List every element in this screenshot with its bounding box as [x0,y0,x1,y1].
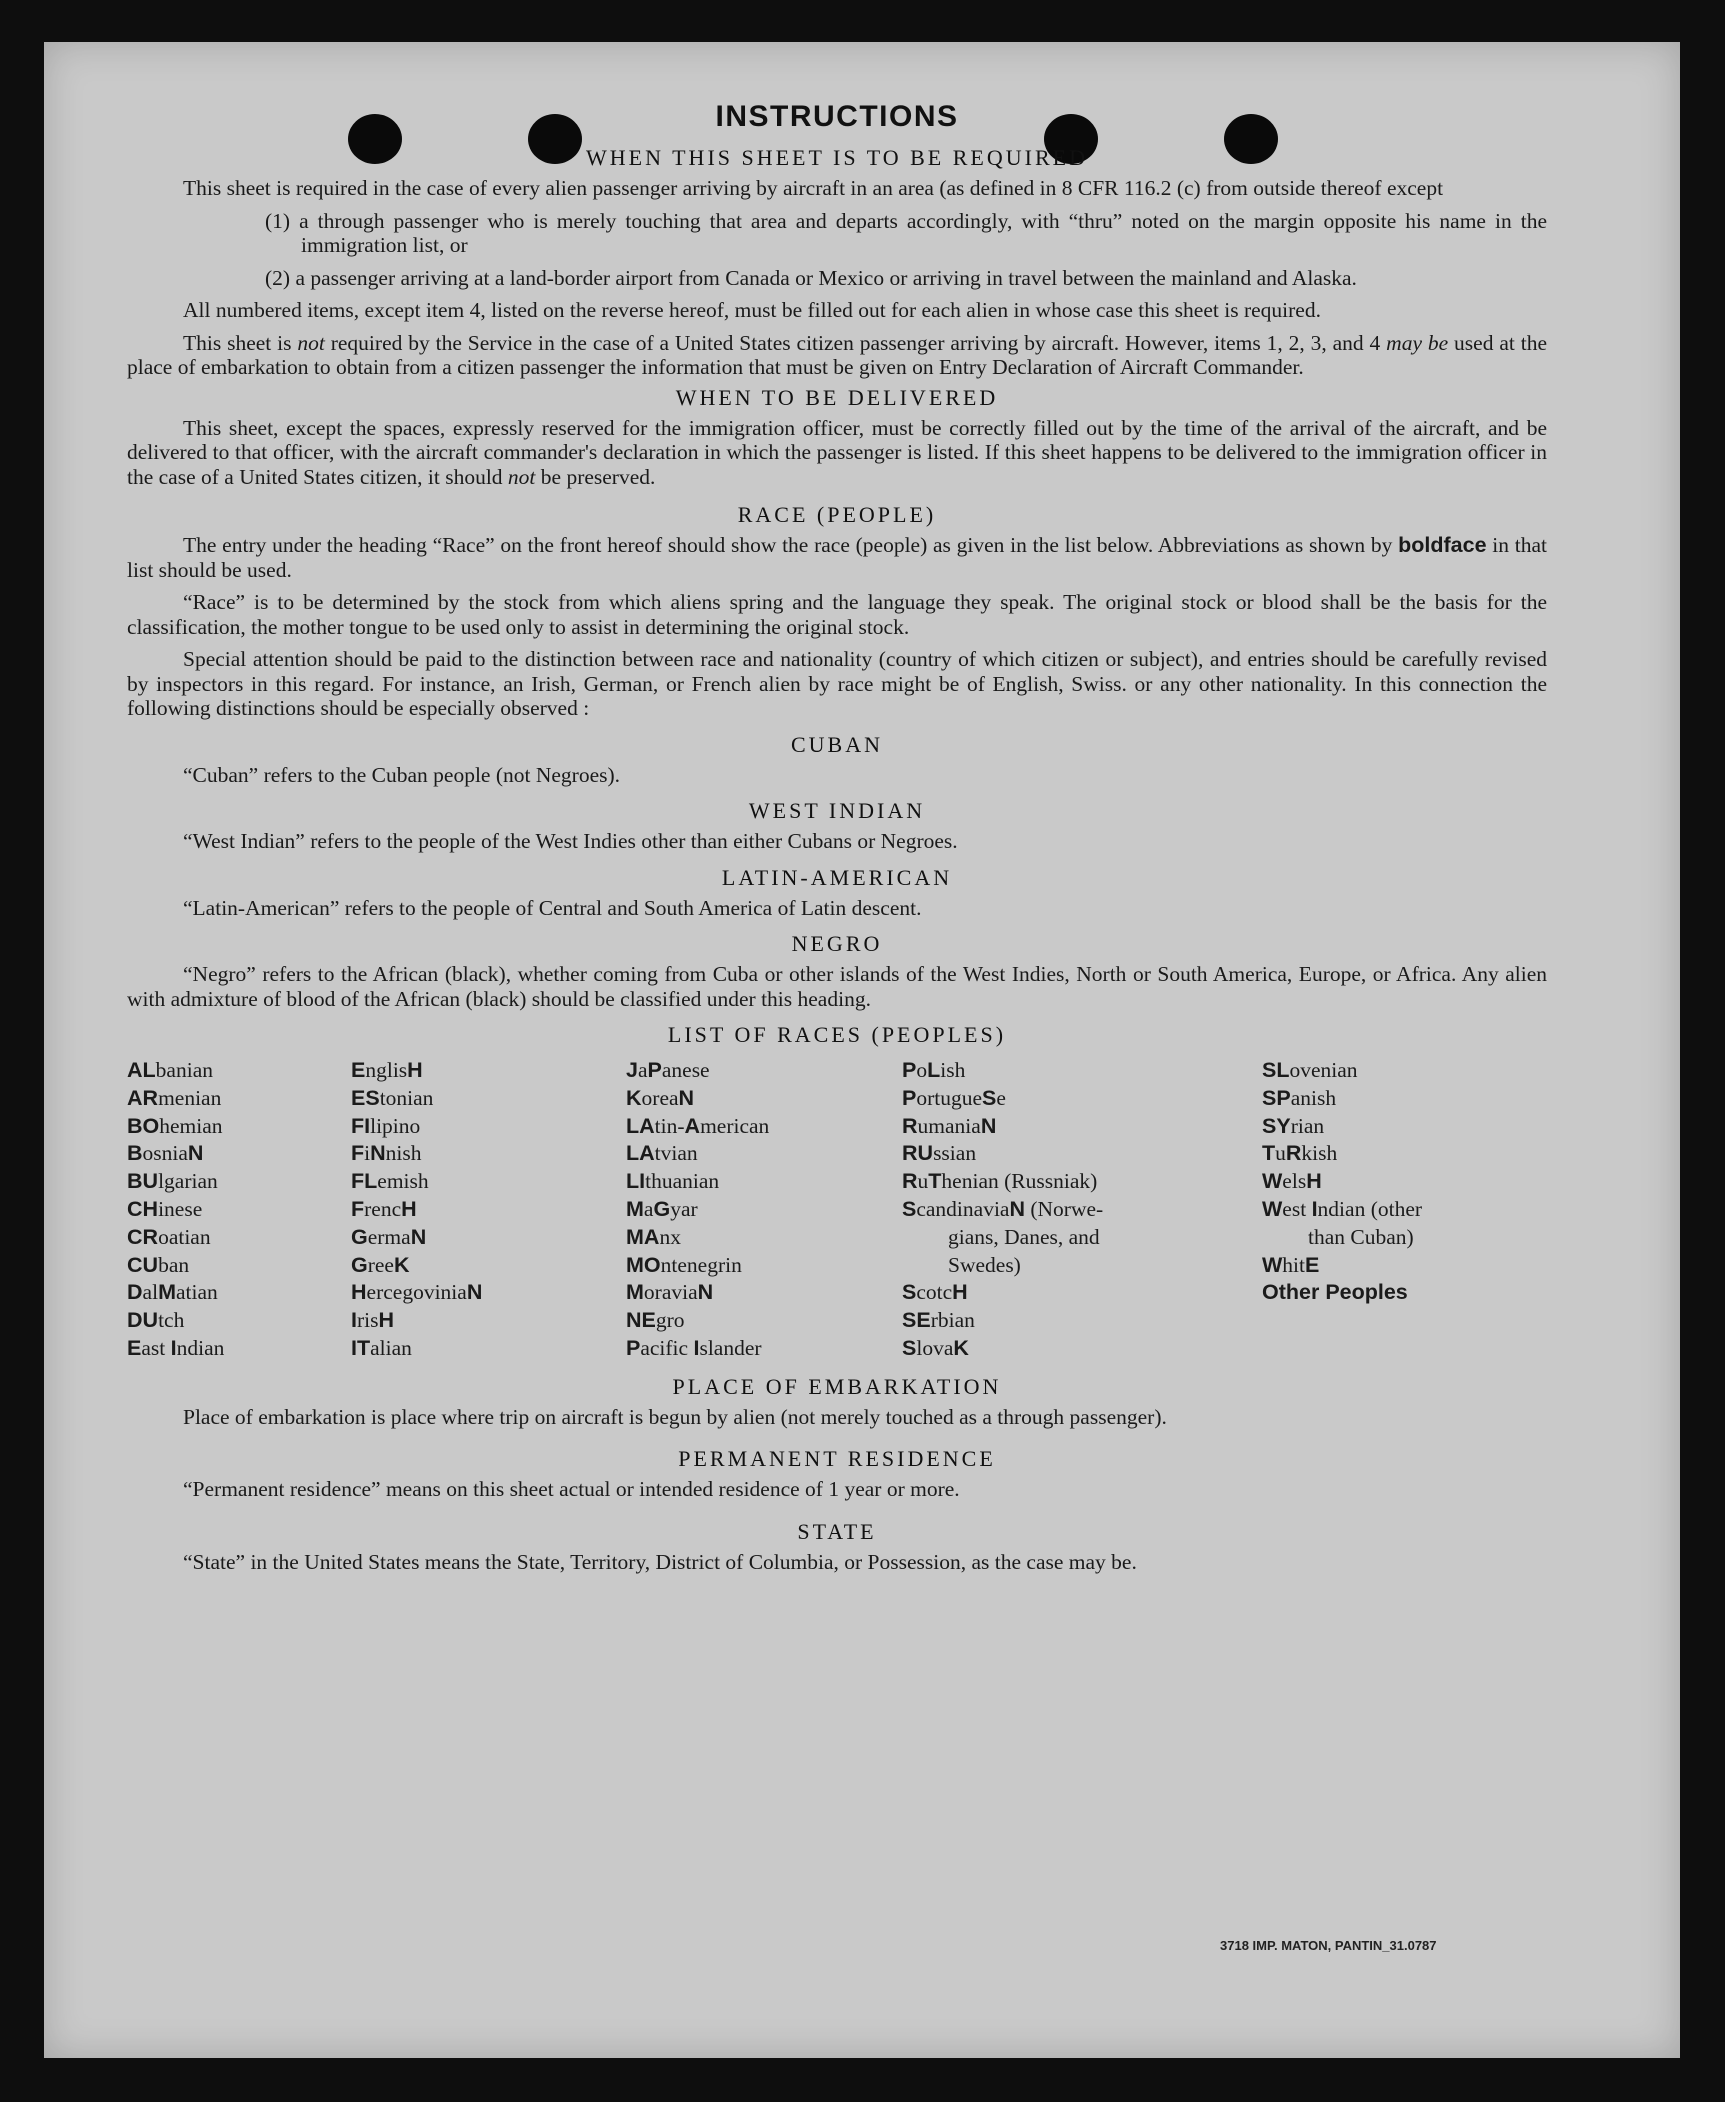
paragraph: The entry under the heading “Race” on the front hereof should show the race (people) as given in the list below. Abbreviations as shown by boldface in that list should be used. [127,533,1548,582]
section-heading: PLACE OF EMBARKATION [672,1373,1002,1399]
exception-list [265,209,1547,291]
race-item: FLemish [351,1169,429,1194]
race-item: PortugueSe [902,1085,1006,1110]
race-item: WhitE [1262,1252,1320,1277]
race-item: SPanish [1262,1085,1337,1110]
race-item: CUban [127,1252,190,1277]
race-column [626,1057,902,1363]
list-item: (1) a through passenger who is merely touching that area and departs accordingly, with “thru” noted on the margin opposite his name in the immigration list, or [265,208,1547,257]
race-item: Other Peoples [1262,1280,1408,1305]
race-item: JaPanese [626,1058,710,1082]
race-item: DUtch [127,1308,185,1333]
section-heading: STATE [797,1518,877,1544]
race-item: MaGyar [626,1196,698,1221]
race-item: LAtin-American [626,1113,770,1138]
paragraph: This sheet is required in the case of every alien passenger arriving by aircraft in an area (as defined in 8 CFR 116.2 (c) from outside thereof except [183,176,1444,200]
section-heading: LIST OF RACES (PEOPLES) [667,1022,1007,1047]
paragraph: Special attention should be paid to the distinction between race and nationality (country of which citizen or subject), and entries should be carefully revised by inspectors in this regard. For instance, an Irish, German, or French alien by race might be of English, Swiss. or any other nationality. In this connection the following distinctions should be especially observed : [127,647,1547,720]
race-item: LIthuanian [626,1169,720,1194]
paragraph: All numbered items, except item 4, listed on the reverse hereof, must be filled out for each alien in whose case this sheet is required. [183,298,1321,322]
page-title: INSTRUCTIONS [715,100,959,133]
list-item: (2) a passenger arriving at a land-border airport from Canada or Mexico or arriving in travel between the mainland and Alaska. [265,265,1357,290]
race-item: EStonian [351,1085,434,1110]
section-heading: WHEN THIS SHEET IS TO BE REQUIRED [586,145,1088,170]
race-item: East Indian [127,1335,225,1360]
race-item: MOntenegrin [626,1252,742,1277]
race-item: FiNnish [351,1141,422,1166]
paragraph: “West Indian” refers to the people of the West Indies other than either Cubans or Negroes. [183,829,958,853]
race-item: SlovaK [902,1335,969,1360]
race-item: CHinese [127,1196,203,1221]
paragraph: “Race” is to be determined by the stock from which aliens spring and the language they speak. The original stock or blood shall be the basis for the classification, the mother tongue to be used only to assist in determining the original stock. [127,590,1547,639]
section-heading: WHEN TO BE DELIVERED [675,384,999,410]
race-item: ARmenian [127,1085,222,1110]
race-item: CRoatian [127,1224,211,1249]
section-heading: LATIN-AMERICAN [721,864,953,890]
print-code: 3718 IMP. MATON, PANTIN_31.0787 [1220,1938,1437,1953]
race-item: BOhemian [127,1113,223,1138]
race-item: SErbian [902,1308,975,1333]
race-column [902,1057,1262,1363]
race-item: SLovenian [1262,1058,1358,1082]
paragraph: This sheet is not required by the Service in the case of a United States citizen passenger arriving by aircraft. However, items 1, 2, 3, and 4 may be used at the place of embarkation to obtain from a citizen passenger the information that must be given on Entry Declaration of Aircraft Commander. [127,330,1547,379]
race-item: KoreaN [626,1085,695,1110]
race-item: TuRkish [1262,1141,1338,1166]
race-item: BosniaN [127,1141,204,1166]
race-item: FrencH [351,1196,417,1221]
race-item: West Indian (other than Cuban) [1262,1196,1423,1249]
race-item: SYrian [1262,1113,1325,1138]
paragraph: “Negro” refers to the African (black), whether coming from Cuba or other islands of the West Indies, North or South America, Europe, or Africa. Any alien with admixture of blood of the African (black) should be classified under this heading. [127,962,1547,1011]
race-item: PoLish [902,1058,966,1082]
race-item: ScotcH [902,1280,968,1305]
paragraph: This sheet, except the spaces, expressly reserved for the immigration officer, must be correctly filled out by the time of the arrival of the aircraft, and be delivered to that officer, with the aircraft commander's declaration in which the passenger is listed. If this sheet happens to be delivered to the immigration officer in the case of a United States citizen, it should not be preserved. [127,415,1547,489]
race-item: WelsH [1262,1169,1322,1194]
race-item: ALbanian [127,1058,213,1082]
paragraph: “Latin-American” refers to the people of Central and South America of Latin descent. [183,895,922,920]
race-item: EnglisH [351,1058,423,1082]
paragraph: “State” in the United States means the State, Territory, District of Columbia, or Possession, as the case may be. [183,1549,1137,1574]
race-item: GreeK [351,1252,410,1277]
race-item: NEgro [626,1308,685,1333]
race-item: GermaN [351,1224,427,1249]
race-item: Pacific Islander [626,1335,762,1360]
race-item: DalMatian [127,1280,218,1305]
race-item: ITalian [351,1335,412,1360]
race-item: MAnx [626,1224,681,1249]
race-column [127,1057,351,1363]
race-item: FIlipino [351,1113,421,1138]
race-item: RUssian [902,1141,977,1166]
section-heading: PERMANENT RESIDENCE [678,1446,996,1472]
race-item: LAtvian [626,1141,698,1166]
race-item: RumaniaN [902,1113,997,1138]
race-column [1262,1057,1547,1363]
instructions-content [127,100,1547,1574]
race-item: RuThenian (Russniak) [902,1169,1098,1194]
paragraph: Place of embarkation is place where trip on aircraft is begun by alien (not merely touched as a through passenger). [183,1404,1167,1429]
race-item: BUlgarian [127,1169,218,1194]
section-heading: NEGRO [791,931,883,956]
race-column [351,1057,626,1363]
race-item: MoraviaN [626,1280,714,1305]
section-heading: CUBAN [790,731,883,757]
race-item: ScandinaviaN (Norwe- gians, Danes, and Swedes) [902,1196,1104,1277]
section-heading: WEST INDIAN [748,798,926,823]
paragraph: “Cuban” refers to the Cuban people (not Negroes). [183,762,621,787]
race-list [127,1057,1547,1363]
race-item: HercegoviniaN [351,1280,483,1305]
section-heading: RACE (PEOPLE) [737,502,937,527]
paragraph: “Permanent residence” means on this sheet actual or intended residence of 1 year or more. [183,1477,960,1502]
race-item: IrisH [351,1308,395,1333]
